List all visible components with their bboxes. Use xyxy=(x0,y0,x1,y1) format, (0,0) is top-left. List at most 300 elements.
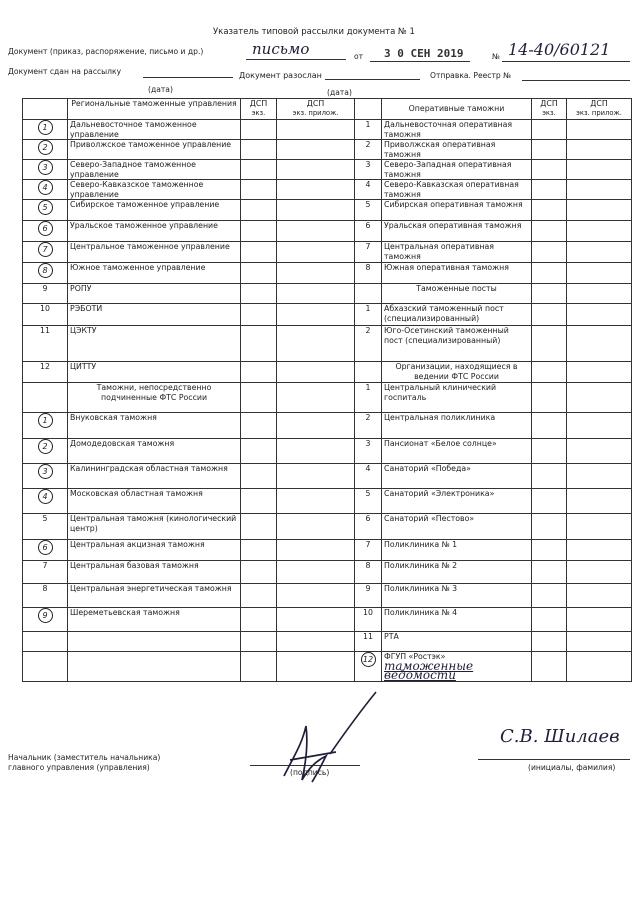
right-dsp-cell xyxy=(532,540,567,561)
right-dsp-cell xyxy=(567,326,632,362)
circled-row-number: 1 xyxy=(38,413,53,428)
right-row-label: Юго-Осетинский таможенный пост (специализированный) xyxy=(384,326,509,345)
right-row-name xyxy=(382,608,532,632)
left-dsp-cell xyxy=(241,160,277,180)
from-label: от xyxy=(354,52,364,61)
left-row-number-cell xyxy=(23,608,68,632)
right-row-label: Поликлиника № 2 xyxy=(384,561,458,570)
initials-line xyxy=(478,759,630,760)
left-row-name: Калининградская областная таможня xyxy=(68,464,241,489)
header-dsp-attach-left xyxy=(277,99,355,120)
left-row-name: Южное таможенное управление xyxy=(68,263,241,284)
table-row xyxy=(23,464,632,489)
left-row-name: РОПУ xyxy=(68,284,241,304)
right-row-label: Поликлиника № 3 xyxy=(384,584,458,593)
right-dsp-cell xyxy=(567,584,632,608)
signature-mark xyxy=(276,716,346,786)
right-row-name xyxy=(382,514,532,540)
row-number: 10 xyxy=(40,304,50,313)
header-dsp-right xyxy=(532,99,567,120)
left-dsp-cell xyxy=(241,632,277,652)
dsp-attach-label: экз. прилож. xyxy=(576,108,622,117)
right-dsp-cell xyxy=(567,383,632,413)
row-number: 6 xyxy=(365,514,371,523)
left-row-name: Центральное таможенное управление xyxy=(68,242,241,263)
right-row-number-cell xyxy=(355,120,382,140)
right-dsp-cell xyxy=(532,140,567,160)
right-dsp-cell xyxy=(567,221,632,242)
left-row-name: ЦЭКТУ xyxy=(68,326,241,362)
right-dsp-cell xyxy=(532,221,567,242)
right-dsp-cell xyxy=(567,120,632,140)
row-number: 10 xyxy=(363,608,373,617)
right-row-name xyxy=(382,120,532,140)
left-row-number-cell xyxy=(23,464,68,489)
dsp-label: ДСП xyxy=(306,99,325,108)
date-caption-left: (дата) xyxy=(148,85,173,94)
row-number: 11 xyxy=(40,326,50,335)
table-row xyxy=(23,561,632,584)
right-dsp-cell xyxy=(532,413,567,439)
left-dsp-cell xyxy=(241,200,277,221)
right-dsp-cell xyxy=(532,489,567,514)
table-row xyxy=(23,284,632,304)
right-row-label: Пансионат «Белое солнце» xyxy=(384,439,497,448)
right-row-number-cell xyxy=(355,540,382,561)
left-row-number-cell xyxy=(23,439,68,464)
right-row-number-cell xyxy=(355,140,382,160)
right-dsp-cell xyxy=(567,362,632,383)
table-row xyxy=(23,652,632,682)
signatory-title-line1: Начальник (заместитель начальника) xyxy=(8,753,161,762)
left-dsp-cell xyxy=(277,120,355,140)
right-dsp-cell xyxy=(532,383,567,413)
left-dsp-cell xyxy=(241,540,277,561)
right-row-number-cell xyxy=(355,284,382,304)
right-row-number-cell xyxy=(355,326,382,362)
right-row-number-cell xyxy=(355,464,382,489)
left-row-name: Центральная акцизная таможня xyxy=(68,540,241,561)
document-number-handwritten: 14-40/60121 xyxy=(508,40,611,59)
left-row-number-cell xyxy=(23,284,68,304)
right-row-number-cell xyxy=(355,160,382,180)
right-row-number-cell xyxy=(355,242,382,263)
right-row-label: Поликлиника № 1 xyxy=(384,540,458,549)
left-row-name: Внуковская таможня xyxy=(68,413,241,439)
table-row xyxy=(23,263,632,284)
right-row-name xyxy=(382,413,532,439)
right-row-name xyxy=(382,464,532,489)
left-dsp-cell xyxy=(241,263,277,284)
table-row xyxy=(23,180,632,200)
row-number: 5 xyxy=(365,200,371,209)
right-row-label: Санаторий «Электроника» xyxy=(384,489,495,498)
right-dsp-cell xyxy=(567,160,632,180)
left-dsp-cell xyxy=(277,608,355,632)
left-row-number-cell xyxy=(23,200,68,221)
dsp-label: ДСП xyxy=(540,99,558,108)
left-dsp-cell xyxy=(241,120,277,140)
right-dsp-cell xyxy=(532,242,567,263)
left-dsp-cell xyxy=(277,160,355,180)
dsp-label: ДСП xyxy=(249,99,268,108)
right-row-label: Приволжская оперативная таможня xyxy=(384,140,496,159)
right-dsp-cell xyxy=(567,263,632,284)
right-dsp-cell xyxy=(567,284,632,304)
date-stamp: 3 0 СЕН 2019 xyxy=(384,47,464,60)
table-row xyxy=(23,140,632,160)
right-dsp-cell xyxy=(532,200,567,221)
left-dsp-cell xyxy=(277,140,355,160)
circled-row-number: 4 xyxy=(38,489,53,504)
right-dsp-cell xyxy=(532,561,567,584)
dsp-copies-label: экз. xyxy=(542,108,556,117)
right-row-number-cell xyxy=(355,652,382,682)
left-row-name: Приволжское таможенное управление xyxy=(68,140,241,160)
right-row-label: Уральская оперативная таможня xyxy=(384,221,522,230)
signatory-name-handwritten: С.В. Шилаев xyxy=(500,726,620,747)
right-dsp-cell xyxy=(567,652,632,682)
left-dsp-cell xyxy=(241,608,277,632)
left-dsp-cell xyxy=(277,489,355,514)
left-dsp-cell xyxy=(277,383,355,413)
right-row-number-cell xyxy=(355,263,382,284)
right-row-label: Центральный клинический госпиталь xyxy=(384,383,497,402)
left-row-name: Северо-Кавказское таможенное управление xyxy=(68,180,241,200)
right-dsp-cell xyxy=(567,561,632,584)
dispatch-register-label: Отправка. Реестр № xyxy=(430,71,512,80)
left-row-number-cell xyxy=(23,561,68,584)
left-dsp-cell xyxy=(241,489,277,514)
right-row-name xyxy=(382,632,532,652)
right-dsp-cell xyxy=(567,439,632,464)
right-dsp-cell xyxy=(567,464,632,489)
right-row-name xyxy=(382,439,532,464)
table-row xyxy=(23,304,632,326)
page-title: Указатель типовой рассылки документа № 1 xyxy=(213,27,415,37)
row-number: 8 xyxy=(42,584,48,593)
circled-row-number: 9 xyxy=(38,608,53,623)
left-dsp-cell xyxy=(277,200,355,221)
header-right-title: Оперативные таможни xyxy=(382,99,532,120)
signatory-title-line2: главного управления (управления) xyxy=(8,763,150,772)
left-row-number-cell xyxy=(23,584,68,608)
left-row-number-cell xyxy=(23,632,68,652)
row-number: 1 xyxy=(365,383,371,392)
right-row-label: Северо-Кавказская оперативная таможня xyxy=(384,180,519,199)
right-row-number-cell xyxy=(355,180,382,200)
right-row-number-cell xyxy=(355,383,382,413)
left-row-name: Сибирское таможенное управление xyxy=(68,200,241,221)
circled-row-number: 2 xyxy=(38,439,53,454)
left-row-number-cell xyxy=(23,160,68,180)
dsp-label: ДСП xyxy=(590,99,608,108)
dsp-attach-label: экз. прилож. xyxy=(292,108,339,117)
right-row-label: Санаторий «Пестово» xyxy=(384,514,475,523)
right-row-name xyxy=(382,200,532,221)
row-number: 8 xyxy=(365,561,371,570)
right-row-number-cell xyxy=(355,439,382,464)
right-row-label: Дальневосточная оперативная таможня xyxy=(384,120,513,139)
left-dsp-cell xyxy=(241,180,277,200)
header-dsp-left xyxy=(241,99,277,120)
left-dsp-cell xyxy=(241,584,277,608)
left-row-name: Северо-Западное таможенное управление xyxy=(68,160,241,180)
right-dsp-cell xyxy=(532,608,567,632)
right-row-name xyxy=(382,140,532,160)
right-row-name xyxy=(382,362,532,383)
right-dsp-cell xyxy=(567,200,632,221)
row-number: 9 xyxy=(365,584,371,593)
right-dsp-cell xyxy=(567,514,632,540)
right-row-label: Северо-Западная оперативная таможня xyxy=(384,160,512,179)
header-num-right xyxy=(355,99,382,120)
right-row-label: Сибирская оперативная таможня xyxy=(384,200,523,209)
sent-label: Документ разослан xyxy=(239,71,322,80)
register-line xyxy=(522,80,630,81)
left-dsp-cell xyxy=(277,180,355,200)
right-row-number-cell xyxy=(355,584,382,608)
left-dsp-cell xyxy=(277,561,355,584)
left-row-name: Московская областная таможня xyxy=(68,489,241,514)
right-dsp-cell xyxy=(532,439,567,464)
circled-row-number: 6 xyxy=(38,540,53,555)
left-dsp-cell xyxy=(277,242,355,263)
date-caption-mid: (дата) xyxy=(327,88,352,97)
left-row-number-cell xyxy=(23,180,68,200)
circled-row-number: 3 xyxy=(38,160,53,175)
left-dsp-cell xyxy=(277,514,355,540)
table-row xyxy=(23,439,632,464)
left-row-number-cell xyxy=(23,489,68,514)
handed-over-line xyxy=(143,77,233,78)
left-dsp-cell xyxy=(241,304,277,326)
left-row-name: Уральское таможенное управление xyxy=(68,221,241,242)
row-number: 3 xyxy=(365,439,371,448)
left-dsp-cell xyxy=(277,413,355,439)
table-row xyxy=(23,413,632,439)
table-row xyxy=(23,383,632,413)
table-row xyxy=(23,362,632,383)
left-dsp-cell xyxy=(241,652,277,682)
right-dsp-cell xyxy=(567,180,632,200)
right-row-name xyxy=(382,304,532,326)
right-dsp-cell xyxy=(567,489,632,514)
right-row-label: ФГУП «Ростэк» xyxy=(384,652,446,661)
right-row-number-cell xyxy=(355,413,382,439)
row-number: 2 xyxy=(365,413,371,422)
right-dsp-cell xyxy=(567,632,632,652)
circled-row-number: 7 xyxy=(38,242,53,257)
right-row-label: РТА xyxy=(384,632,399,641)
left-row-number-cell xyxy=(23,413,68,439)
left-dsp-cell xyxy=(241,221,277,242)
left-row-name: РЭБОТИ xyxy=(68,304,241,326)
left-dsp-cell xyxy=(241,242,277,263)
right-row-name xyxy=(382,584,532,608)
left-dsp-cell xyxy=(241,383,277,413)
right-dsp-cell xyxy=(532,120,567,140)
left-dsp-cell xyxy=(277,540,355,561)
circled-row-number: 4 xyxy=(38,180,53,195)
left-dsp-cell xyxy=(277,464,355,489)
circled-row-number: 1 xyxy=(38,120,53,135)
right-dsp-cell xyxy=(532,584,567,608)
row-number: 3 xyxy=(365,160,371,169)
left-row-name: Шереметьевская таможня xyxy=(68,608,241,632)
row-number: 5 xyxy=(365,489,371,498)
signature-caption: (подпись) xyxy=(290,768,330,777)
left-row-name xyxy=(68,652,241,682)
left-dsp-cell xyxy=(277,439,355,464)
left-dsp-cell xyxy=(277,221,355,242)
document-type-line xyxy=(246,59,346,60)
right-row-name xyxy=(382,326,532,362)
right-row-name xyxy=(382,242,532,263)
right-row-number-cell xyxy=(355,362,382,383)
left-dsp-cell xyxy=(241,439,277,464)
left-dsp-cell xyxy=(277,304,355,326)
right-row-label: Центральная поликлиника xyxy=(384,413,496,422)
right-dsp-cell xyxy=(532,362,567,383)
left-dsp-cell xyxy=(277,284,355,304)
left-row-number-cell xyxy=(23,221,68,242)
date-line xyxy=(370,61,470,62)
dsp-copies-label: экз. xyxy=(251,108,266,117)
left-dsp-cell xyxy=(241,140,277,160)
left-row-number-cell xyxy=(23,326,68,362)
circled-row-number: 8 xyxy=(38,263,53,278)
right-dsp-cell xyxy=(532,652,567,682)
left-dsp-cell xyxy=(241,413,277,439)
left-row-number-cell xyxy=(23,362,68,383)
right-dsp-cell xyxy=(532,180,567,200)
left-row-number-cell xyxy=(23,383,68,413)
circled-row-number: 6 xyxy=(38,221,53,236)
row-number: 12 xyxy=(40,362,50,371)
left-dsp-cell xyxy=(241,514,277,540)
sent-line xyxy=(325,79,420,80)
right-row-label: Организации, находящиеся в ведении ФТС России xyxy=(395,362,518,381)
row-number: 2 xyxy=(365,140,371,149)
distribution-table xyxy=(22,98,632,682)
left-dsp-cell xyxy=(277,584,355,608)
right-row-name xyxy=(382,221,532,242)
right-dsp-cell xyxy=(567,242,632,263)
right-dsp-cell xyxy=(532,514,567,540)
left-dsp-cell xyxy=(241,326,277,362)
row-number: 4 xyxy=(365,180,371,189)
header-num-left xyxy=(23,99,68,120)
left-dsp-cell xyxy=(241,464,277,489)
table-row xyxy=(23,200,632,221)
row-number: 6 xyxy=(365,221,371,230)
left-row-number-cell xyxy=(23,304,68,326)
row-number: 7 xyxy=(42,561,48,570)
right-dsp-cell xyxy=(532,632,567,652)
document-type-label: Документ (приказ, распоряжение, письмо и др.) xyxy=(8,47,204,56)
table-row xyxy=(23,632,632,652)
right-row-name xyxy=(382,180,532,200)
right-row-name xyxy=(382,561,532,584)
left-dsp-cell xyxy=(241,561,277,584)
left-row-name: Центральная таможня (кинологический центр) xyxy=(68,514,241,540)
right-row-number-cell xyxy=(355,632,382,652)
right-dsp-cell xyxy=(532,160,567,180)
table-row xyxy=(23,221,632,242)
document-type-handwritten: письмо xyxy=(252,40,310,58)
right-dsp-cell xyxy=(567,304,632,326)
right-row-name xyxy=(382,540,532,561)
left-dsp-cell xyxy=(277,652,355,682)
header-left-title: Региональные таможенные управления xyxy=(68,99,241,120)
row-number: 8 xyxy=(365,263,371,272)
row-number: 11 xyxy=(363,632,373,641)
left-row-number-cell xyxy=(23,120,68,140)
right-row-number-cell xyxy=(355,304,382,326)
left-dsp-cell xyxy=(277,362,355,383)
right-dsp-cell xyxy=(567,608,632,632)
row-number: 2 xyxy=(365,326,371,335)
table-header-row xyxy=(23,99,632,120)
left-dsp-cell xyxy=(277,263,355,284)
right-row-number-cell xyxy=(355,608,382,632)
left-row-name: Центральная энергетическая таможня xyxy=(68,584,241,608)
header-dsp-attach-right xyxy=(567,99,632,120)
table-row xyxy=(23,160,632,180)
table-row xyxy=(23,514,632,540)
initials-caption: (инициалы, фамилия) xyxy=(528,763,616,772)
row-number: 1 xyxy=(365,120,371,129)
table-row xyxy=(23,584,632,608)
left-row-name: Дальневосточное таможенное управление xyxy=(68,120,241,140)
right-row-number-cell xyxy=(355,221,382,242)
row-number: 9 xyxy=(42,284,48,293)
circled-row-number: 2 xyxy=(38,140,53,155)
left-row-name: ЦИТТУ xyxy=(68,362,241,383)
table-row xyxy=(23,242,632,263)
left-dsp-cell xyxy=(277,326,355,362)
number-label: № xyxy=(492,52,500,61)
right-row-number-cell xyxy=(355,489,382,514)
number-line xyxy=(502,61,630,62)
right-row-label: Санаторий «Победа» xyxy=(384,464,471,473)
right-row-name xyxy=(382,263,532,284)
right-row-number-cell xyxy=(355,514,382,540)
right-dsp-cell xyxy=(532,464,567,489)
table-row xyxy=(23,120,632,140)
left-dsp-cell xyxy=(241,362,277,383)
row-number: 7 xyxy=(365,540,371,549)
left-dsp-cell xyxy=(241,284,277,304)
right-row-number-cell xyxy=(355,561,382,584)
left-row-number-cell xyxy=(23,540,68,561)
left-row-number-cell xyxy=(23,652,68,682)
right-row-name xyxy=(382,284,532,304)
right-row-name xyxy=(382,383,532,413)
right-row-number-cell xyxy=(355,200,382,221)
right-dsp-cell xyxy=(532,284,567,304)
circled-row-number: 5 xyxy=(38,200,53,215)
right-row-name xyxy=(382,160,532,180)
row-number: 1 xyxy=(365,304,371,313)
right-row-handwritten-note: таможенные ведомости xyxy=(384,658,474,681)
row-number: 4 xyxy=(365,464,371,473)
circled-row-number: 3 xyxy=(38,464,53,479)
left-row-name: Домодедовская таможня xyxy=(68,439,241,464)
right-row-label: Южная оперативная таможня xyxy=(384,263,509,272)
right-dsp-cell xyxy=(532,326,567,362)
